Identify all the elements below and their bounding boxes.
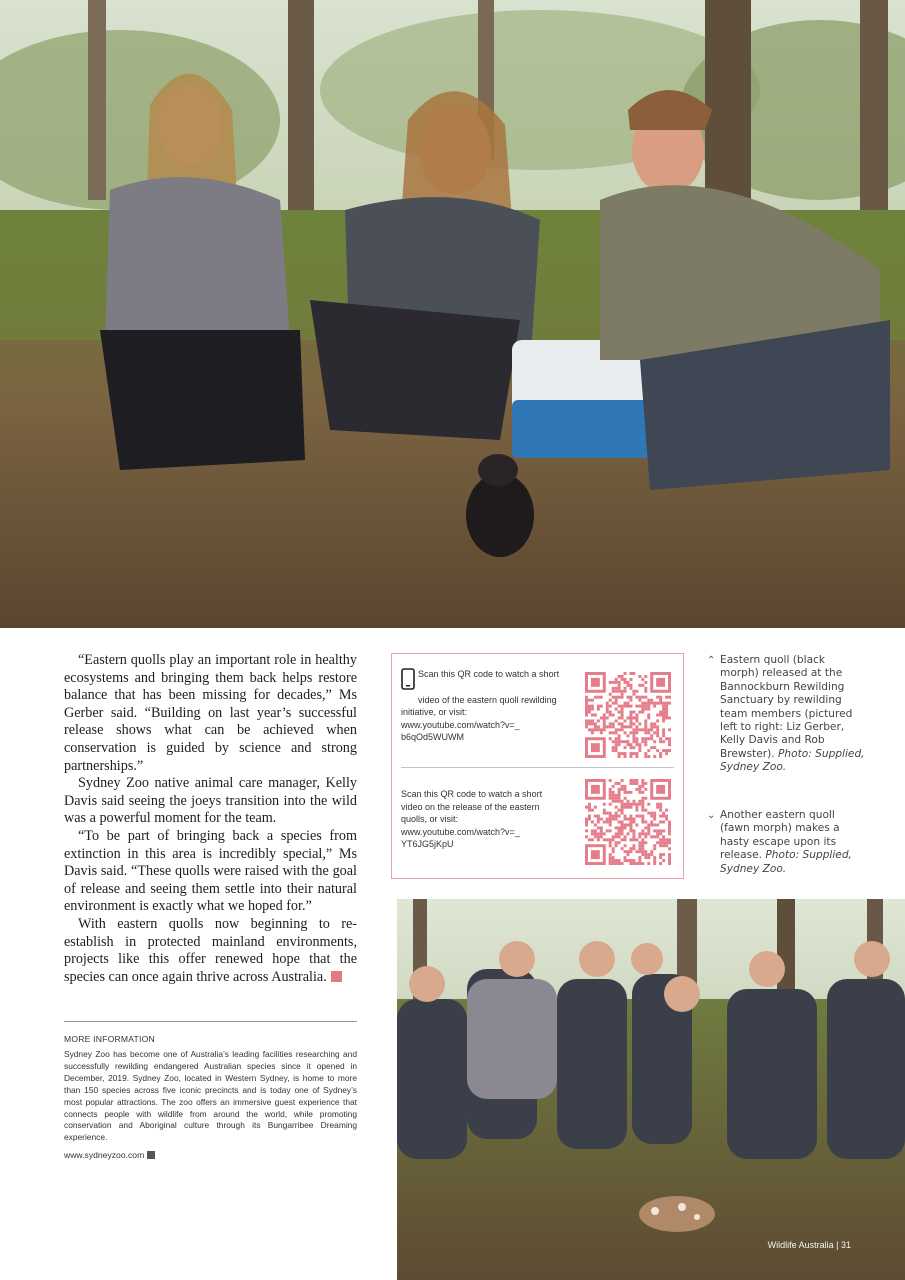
qr-second-url-1[interactable]: www.youtube.com/watch?v=_ [401,826,520,837]
article-paragraph-1: “Eastern quolls play an important role in healthy ecosystems and bringing them back helps restore balance that has been missing for decades,” Ms Gerber said. “Building on last year’s successful release shows what can be achieved when conservation is guided by science and strong partnerships.” [64,652,357,774]
qr-second-line-2: video on the release of the eastern [401,801,540,812]
caption-top-text: Eastern quoll (black morph) released at the Bannockburn Rewilding Sanctuary by rewilding team members (pictured left to right: Liz Gerber, Kelly Davis and Rob Brewster). [720,654,853,760]
qr-instructions-second [401,788,571,851]
qr-code-2[interactable] [585,779,671,865]
qr-instructions-first [401,668,571,744]
qr-second-line-1: Scan this QR code to watch a short [401,789,543,799]
article-paragraph-4-text: With eastern quolls now beginning to re-establish in protected mainland environments, projects like this offer renewed hope that the species can once again thrive across Australia. [64,915,357,985]
qr-divider [401,767,674,768]
qr-first-url-2[interactable]: b6qOd5WUWM [401,732,465,743]
article-paragraph-2: Sydney Zoo native animal care manager, Kelly Davis said seeing the joeys transition into the wild was a powerful moment for the team. [64,775,357,827]
top-photo [0,0,905,628]
caption-bottom-text: Another eastern quoll (fawn morph) makes a hasty escape upon its release. [720,809,840,862]
chevron-up-icon: ⌃ [707,655,716,666]
caption-bottom-credit: Photo: Supplied, Sydney Zoo. [720,849,852,875]
end-square [147,1151,155,1159]
website-line [64,1150,357,1160]
page-folio: Wildlife Australia | 31 [767,1240,851,1250]
qr-first-line-3: initiative, or visit: [401,707,468,718]
qr-first-line-1: Scan this QR code to watch a short [418,669,560,679]
qr-code-1[interactable] [585,672,671,758]
article-paragraph-3: “To be part of bringing back a species from extinction in this area is incredibly special,” Ms Davis said. “These quolls were raised with the goal of release and seeing them settle into their natural environment is exactly what we hoped for.” [64,827,357,915]
qr-second-url-2[interactable]: YT6JG5jKpU [401,839,454,850]
caption-top-photo [707,654,867,775]
top-photo-illustration [0,0,905,628]
caption-bottom-photo [707,809,867,876]
article-paragraph-4 [64,916,357,986]
more-information-title: MORE INFORMATION [64,1034,155,1044]
chevron-down-icon: ⌄ [707,810,716,821]
bottom-photo [397,899,905,1280]
caption-top-credit: Photo: Supplied, Sydney Zoo. [720,747,865,774]
section-divider [64,1021,357,1022]
qr-code-box [391,653,684,879]
website-link[interactable]: www.sydneyzoo.com [64,1150,145,1161]
end-of-article-mark [331,971,342,982]
qr-first-url-1[interactable]: www.youtube.com/watch?v=_ [401,719,520,730]
qr-first-line-2: video of the eastern quoll rewilding [418,694,557,705]
more-information-box [64,1034,357,1160]
more-information-body: Sydney Zoo has become one of Australia’s leading facilities researching and successfully rewilding endangered Australian species since it opened in December, 2019. Sydney Zoo, located in Western Sydney, is home to more than 150 species across five iconic precincts and is today one of Sydney’s most popular attractions. The zoo offers an immersive guest experience that connects people with wildlife from around the world, while promoting conservation and Aboriginal culture through its Bungarribee Dreaming experience. [64,1049,357,1143]
bottom-photo-illustration [397,899,905,1280]
qr-second-line-3: quolls, or visit: [401,814,459,825]
phone-icon [401,668,415,694]
article-body [64,652,357,986]
